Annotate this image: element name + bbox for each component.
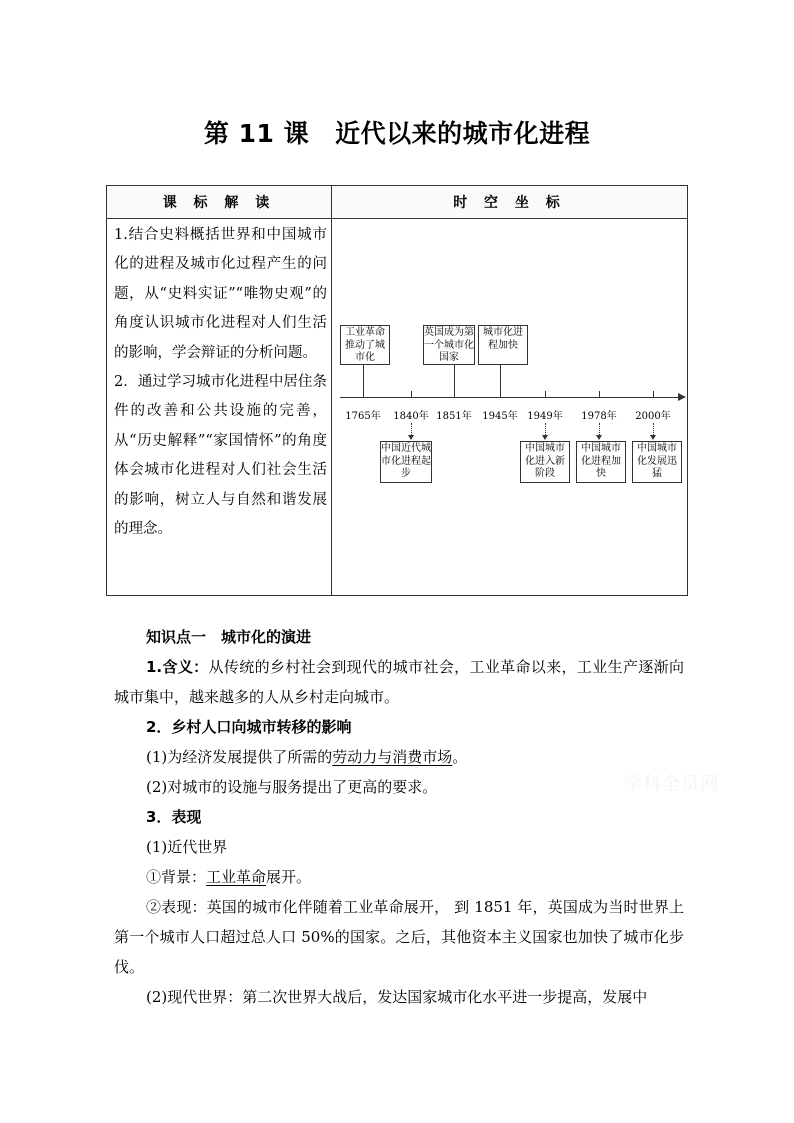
lesson-topic: 近代以来的城市化进程	[335, 119, 591, 148]
tick-1978	[599, 391, 600, 397]
page-title	[0, 114, 794, 150]
connector-line	[454, 365, 455, 391]
paragraph-impact-2: (2)对城市的设施与服务提出了更高的要求。	[146, 778, 438, 796]
arrow-down-icon	[408, 435, 414, 440]
text: ①背景：	[146, 868, 207, 886]
event-box-above: 城市化进程加快	[478, 325, 528, 365]
year-label: 1840年	[393, 411, 429, 422]
interpretation-cell	[107, 219, 332, 596]
tick-2000	[653, 391, 654, 397]
arrow-down-icon	[650, 435, 656, 440]
year-label: 1851年	[436, 411, 472, 422]
event-box-below: 中国城市化发展迅猛	[632, 441, 682, 483]
subheading-impact: 2．乡村人口向城市转移的影响	[146, 718, 352, 736]
paragraph-contemporary: (2)现代世界：第二次世界大战后，发达国家城市化水平进一步提高，发展中	[146, 988, 648, 1006]
connector-line	[363, 365, 364, 391]
timeline-diagram	[332, 219, 689, 595]
event-box-above: 工业革命推动了城市化	[340, 325, 390, 365]
paragraph-performance: ②表现：英国的城市化伴随着工业革命展开， 到 1851 年，英国成为当时世界上第一个城市人口超过总人口 50%的国家。之后，其他资本主义国家也加快了城市化步伐。	[114, 898, 684, 976]
col-header-interpretation: 课 标 解 读	[107, 186, 332, 219]
year-label: 1978年	[581, 411, 617, 422]
definition-label: 1.含义：	[146, 658, 209, 676]
paragraph-modern-world: (1)近代世界	[146, 838, 228, 856]
watermark: 学科全员网	[624, 774, 719, 795]
text: 展开。	[266, 868, 312, 886]
paragraph-impact-1	[114, 742, 684, 772]
connector-line	[500, 365, 501, 391]
timeline-axis	[340, 397, 682, 398]
year-label: 1949年	[527, 411, 563, 422]
text: (1)为经济发展提供了所需的	[146, 748, 333, 766]
paragraph-definition	[114, 652, 684, 712]
underlined-term: 工业革命	[206, 868, 267, 886]
event-box-above: 英国成为第一个城市化国家	[424, 327, 474, 363]
standards-table	[106, 185, 688, 596]
subheading-performance: 3．表现	[146, 808, 202, 826]
lesson-content	[114, 622, 684, 1012]
year-label: 1945年	[482, 411, 518, 422]
event-box-below: 中国城市化进程加快	[576, 441, 626, 483]
event-box-below: 中国近代城市化进程起步	[380, 441, 432, 483]
year-label: 1765年	[345, 411, 381, 422]
tick-1765	[363, 391, 364, 397]
lesson-number: 第 11 课	[203, 119, 310, 148]
col-header-timeline: 时 空 坐 标	[332, 186, 688, 219]
tick-1840	[411, 391, 412, 397]
timeline-arrow-icon	[678, 393, 686, 401]
arrow-down-icon	[542, 435, 548, 440]
interpretation-point-2: 2．通过学习城市化进程中居住条件的改善和公共设施的完善，从“历史解释”“家国情怀”的角度体会城市化进程对人们社会生活的影响，树立人与自然和谐发展的理念。	[114, 374, 327, 538]
text: 。	[452, 748, 468, 766]
underlined-term: 劳动力与消费市场	[332, 748, 453, 766]
year-label: 2000年	[635, 411, 671, 422]
definition-text: 从传统的乡村社会到现代的城市社会，工业革命以来，工业生产逐渐向城市集中，越来越多的人从乡村走向城市。	[114, 658, 684, 706]
timeline-cell	[332, 219, 688, 596]
section-title: 知识点一 城市化的演进	[146, 628, 312, 646]
paragraph-background	[114, 862, 684, 892]
tick-1949	[545, 391, 546, 397]
interpretation-text	[107, 219, 331, 544]
event-box-below: 中国城市化进入新阶段	[520, 441, 570, 483]
tick-1945	[500, 391, 501, 397]
arrow-down-icon	[596, 435, 602, 440]
tick-1851	[454, 391, 455, 397]
interpretation-point-1: 1.结合史料概括世界和中国城市化的进程及城市化过程产生的问题，从“史料实证”“唯物史观”的角度认识城市化进程对人们生活的影响，学会辩证的分析问题。	[114, 227, 327, 361]
